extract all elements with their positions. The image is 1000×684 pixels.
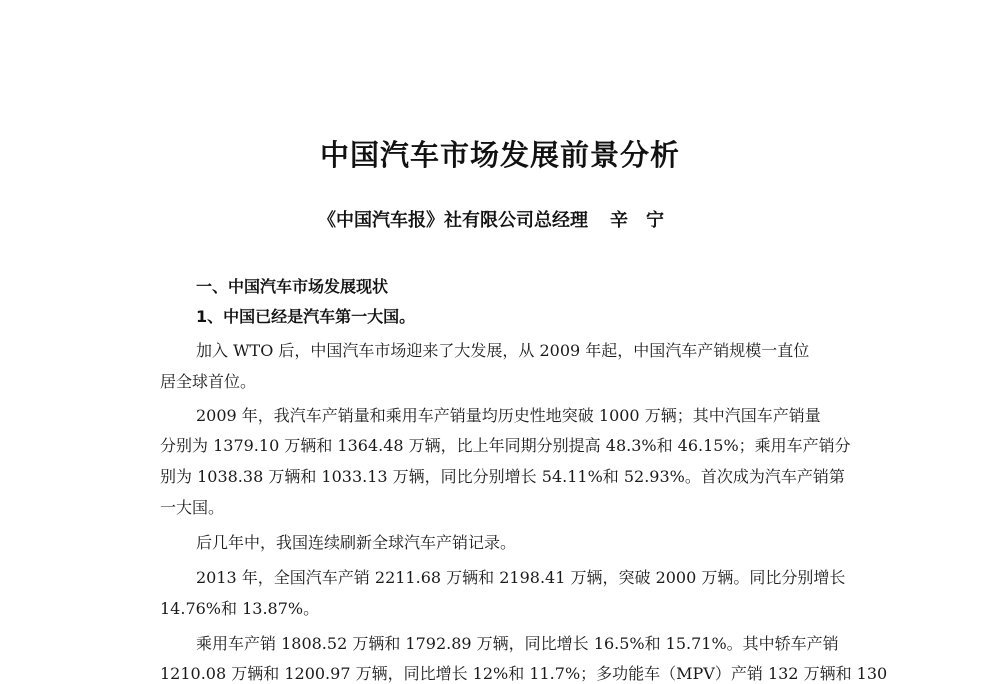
document-title: 中国汽车市场发展前景分析: [319, 138, 680, 172]
paragraph-line: 分别为 1379.10 万辆和 1364.48 万辆，比上年同期分别提高 48.3%和 46.15%；乘用车产销分: [160, 436, 851, 455]
paragraph-line: 2013 年，全国汽车产销 2211.68 万辆和 2198.41 万辆，突破 2000 万辆。同比分别增长: [196, 568, 846, 587]
paragraph-line: 居全球首位。: [160, 372, 257, 391]
paragraph-line: 别为 1038.38 万辆和 1033.13 万辆，同比分别增长 54.11%和 52.93%。首次成为汽车产销第: [160, 467, 845, 486]
subsection-heading: 1、中国已经是汽车第一大国。: [196, 307, 416, 326]
paragraph-line: 加入 WTO 后，中国汽车市场迎来了大发展，从 2009 年起，中国汽车产销规模一直位: [196, 341, 810, 360]
paragraph-line: 1210.08 万辆和 1200.97 万辆，同比增长 12%和 11.7%；多功能车（MPV）产销 132 万辆和 130: [160, 664, 888, 683]
author-name: 辛宁: [610, 210, 682, 231]
section-heading: 一、中国汽车市场发展现状: [196, 277, 389, 296]
paragraph-line: 14.76%和 13.87%。: [160, 599, 320, 618]
author-line: [0, 206, 1000, 232]
paragraph-line: 乘用车产销 1808.52 万辆和 1792.89 万辆，同比增长 16.5%和 15.71%。其中轿车产销: [196, 634, 839, 653]
paragraph-line: 后几年中，我国连续刷新全球汽车产销记录。: [196, 533, 517, 552]
author-organization: 《中国汽车报》社有限公司总经理: [318, 210, 588, 231]
paragraph-line: 2009 年，我汽车产销量和乘用车产销量均历史性地突破 1000 万辆；其中汽国车产销量: [196, 406, 821, 425]
paragraph-line: 一大国。: [160, 498, 225, 517]
